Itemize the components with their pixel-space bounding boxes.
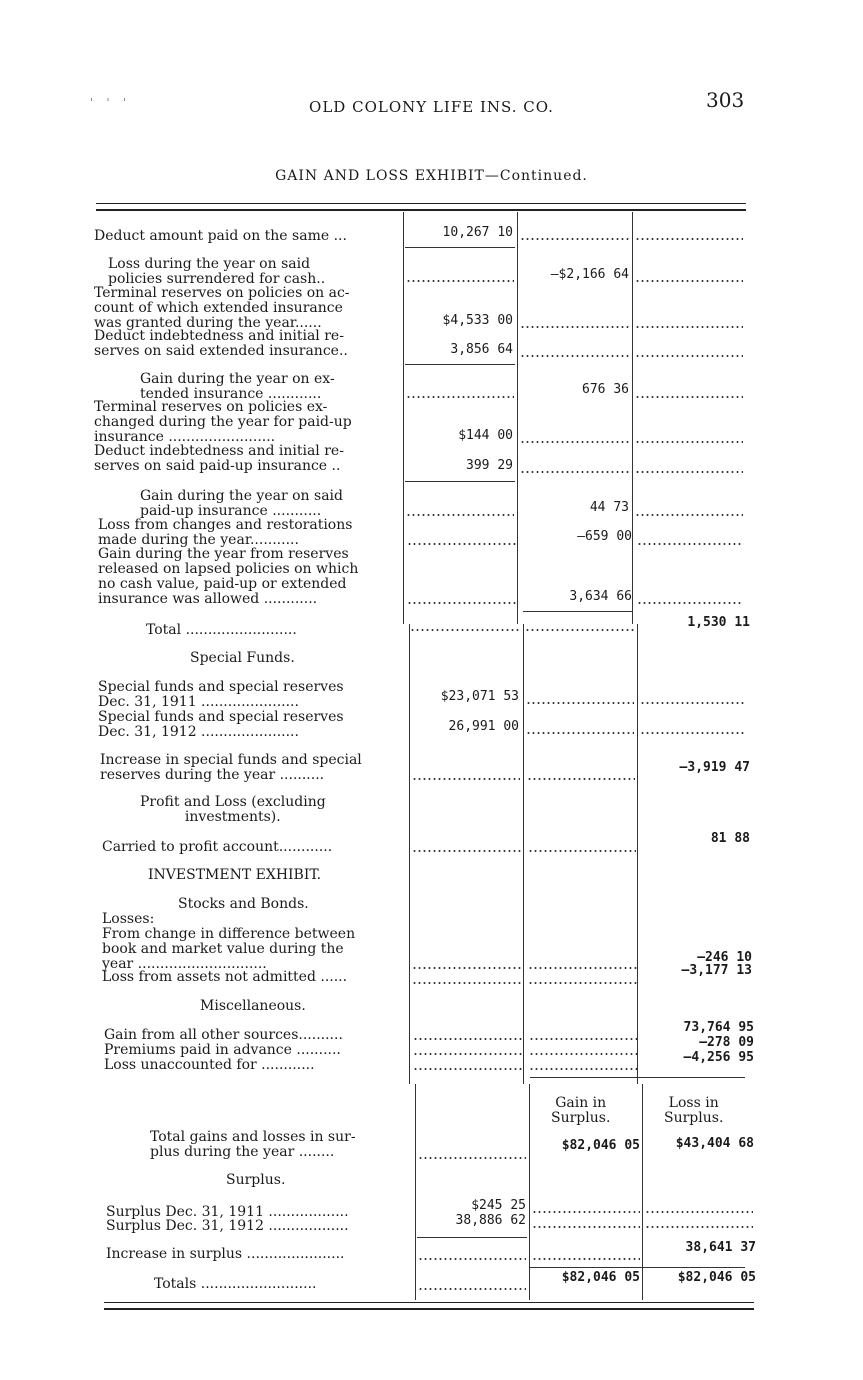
row-value-col1: 3,856 64 [450, 342, 513, 357]
bottom-rule [104, 1302, 754, 1303]
leader-dots [528, 955, 638, 969]
row-value-col3: 38,641 37 [685, 1240, 756, 1255]
row-value-col3: $82,046 05 [677, 1270, 756, 1285]
row-label: Terminal reserves on policies on ac- count of which extended insurance was granted during the year...... [94, 285, 350, 331]
row-value-col2: $82,046 05 [561, 1270, 640, 1285]
row-value-col3: 81 88 [710, 831, 750, 846]
row-value-col1: $245 25 [471, 1198, 526, 1213]
leader-dots [635, 268, 743, 282]
column-divider-1c [415, 1084, 416, 1300]
row-value-col1: $23,071 53 [440, 689, 519, 704]
subtotal-line [530, 1077, 745, 1078]
leader-dots [520, 459, 630, 473]
row-label: Totals .......................... [154, 1276, 317, 1292]
subtotal-line [405, 481, 515, 482]
leader-dots [635, 343, 743, 357]
subtotal-line [530, 1267, 745, 1268]
subtotal-line [523, 611, 633, 612]
column-divider-2 [517, 212, 518, 624]
leader-dots [520, 314, 630, 328]
section-heading: INVESTMENT EXHIBIT. [148, 867, 322, 883]
subtotal-line [405, 364, 515, 365]
row-label: Special funds and special reserves Dec. 31, 1911 ...................... [98, 679, 344, 710]
column-divider-1b [409, 624, 410, 1084]
leader-dots [413, 1026, 523, 1040]
row-label: Losses: From change in difference between book and market value during the year ............................. [102, 911, 356, 972]
page-header-title: OLD COLONY LIFE INS. CO. [309, 98, 554, 116]
leader-dots [528, 838, 636, 852]
subtotal-line [405, 247, 515, 248]
row-label: Deduct indebtedness and initial re- serves on said extended insurance.. [94, 328, 348, 359]
row-label: Increase in surplus ...................... [106, 1246, 345, 1262]
loss-in-surplus-header: Loss in Surplus. [664, 1095, 724, 1126]
row-label: Loss from changes and restorations made during the year........... [98, 517, 353, 548]
section-heading: Stocks and Bonds. [178, 896, 309, 912]
row-label: Surplus Dec. 31, 1912 .................. [106, 1218, 349, 1234]
leader-dots [529, 1056, 639, 1070]
row-value-col1: 10,267 10 [442, 225, 513, 240]
leader-dots [520, 343, 630, 357]
leader-dots [532, 1199, 640, 1213]
column-divider-3b [637, 624, 638, 1084]
leader-dots [640, 720, 746, 734]
leader-dots [637, 590, 743, 604]
row-label: Loss during the year on said policies surrendered for cash.. [108, 256, 326, 287]
leader-dots [412, 955, 522, 969]
row-label: Deduct indebtedness and initial re- serves on said paid-up insurance .. [94, 443, 344, 474]
section-heading: Special Funds. [190, 650, 295, 666]
row-value-col3: $43,404 68 [675, 1136, 754, 1151]
leader-dots [532, 1214, 640, 1228]
row-label: Gain during the year on said paid-up insurance ........... [140, 488, 343, 519]
subtotal-line [417, 1237, 527, 1238]
row-value-col2: —659 00 [577, 529, 632, 544]
row-value-col1: 399 29 [466, 458, 513, 473]
row-value-col2: —$2,166 64 [550, 267, 629, 282]
row-value-col3: 73,764 95 [683, 1020, 754, 1035]
row-value-col3: —246 10 [697, 950, 752, 965]
leader-dots [635, 502, 743, 516]
leader-dots [407, 531, 517, 545]
row-label: Premiums paid in advance .......... [104, 1042, 341, 1058]
section-heading: Profit and Loss (excluding investments). [140, 794, 326, 825]
leader-dots [529, 1026, 639, 1040]
row-label: Gain from all other sources.......... [104, 1027, 343, 1043]
leader-dots [532, 1246, 640, 1260]
row-label: Gain during the year from reserves released on lapsed policies on which no cash value, paid-up or extended insurance was allowed ............ [98, 546, 359, 607]
leader-dots [529, 1041, 639, 1055]
row-value-col3: —3,919 47 [679, 760, 750, 775]
row-value-col1: 38,886 62 [455, 1213, 526, 1228]
margin-ticks: ' ' ' [90, 96, 132, 109]
leader-dots [413, 1056, 523, 1070]
row-label: Increase in special funds and special reserves during the year .......... [100, 752, 362, 783]
column-divider-3 [632, 212, 633, 624]
leader-dots [645, 1214, 753, 1228]
page-number: 303 [706, 88, 745, 112]
leader-dots [527, 766, 635, 780]
leader-dots [635, 226, 743, 240]
row-value-col2: 44 73 [589, 500, 629, 515]
leader-dots [525, 617, 635, 631]
leader-dots [418, 1276, 526, 1290]
leader-dots [412, 970, 522, 984]
leader-dots [526, 690, 634, 704]
top-rule-2 [96, 209, 746, 211]
row-value-col3: 1,530 11 [687, 615, 750, 630]
leader-dots [406, 502, 514, 516]
leader-dots [412, 838, 522, 852]
row-label: Loss from assets not admitted ...... [102, 969, 348, 985]
leader-dots [635, 429, 743, 443]
row-label: Loss unaccounted for ............ [104, 1057, 315, 1073]
leader-dots [635, 314, 743, 328]
column-divider-1 [403, 212, 404, 624]
exhibit-subtitle: GAIN AND LOSS EXHIBIT—Continued. [275, 168, 588, 184]
row-label: Carried to profit account............ [102, 839, 333, 855]
row-value-col2: 3,634 66 [569, 589, 632, 604]
leader-dots [407, 590, 517, 604]
row-label: Gain during the year on ex- tended insurance ............ [140, 371, 335, 402]
leader-dots [418, 1246, 526, 1260]
row-label: Special funds and special reserves Dec. 31, 1912 ...................... [98, 709, 344, 740]
leader-dots [412, 766, 520, 780]
leader-dots [637, 531, 743, 545]
leader-dots [406, 268, 514, 282]
leader-dots [645, 1199, 753, 1213]
row-value-col1: 26,991 00 [448, 719, 519, 734]
row-label: Total gains and losses in sur- plus during the year ........ [150, 1129, 356, 1160]
leader-dots [406, 384, 514, 398]
row-value-col1: $144 00 [458, 428, 513, 443]
leader-dots [520, 226, 630, 240]
bottom-rule-2 [104, 1308, 754, 1310]
leader-dots [413, 1041, 523, 1055]
section-heading: Miscellaneous. [200, 998, 306, 1014]
row-label: Surplus Dec. 31, 1911 .................. [106, 1204, 349, 1220]
row-label: Terminal reserves on policies ex- changed during the year for paid-up insurance ........................ [94, 399, 352, 445]
leader-dots [526, 720, 634, 734]
row-value-col1: $4,533 00 [442, 313, 513, 328]
leader-dots [635, 384, 743, 398]
leader-dots [640, 690, 746, 704]
row-value-col2: $82,046 05 [561, 1138, 640, 1153]
leader-dots [410, 617, 520, 631]
row-value-col3: —3,177 13 [681, 963, 752, 978]
section-heading: Surplus. [226, 1172, 286, 1188]
row-value-col2: 676 36 [582, 382, 629, 397]
leader-dots [520, 429, 630, 443]
gain-in-surplus-header: Gain in Surplus. [551, 1095, 611, 1126]
top-rule [96, 203, 746, 204]
row-label: Total ......................... [146, 622, 297, 638]
column-divider-2b [523, 624, 524, 1084]
row-label: Deduct amount paid on the same ... [94, 228, 347, 244]
leader-dots [418, 1145, 526, 1159]
row-value-col3: —4,256 95 [683, 1050, 754, 1065]
row-value-col3: —278 09 [699, 1035, 754, 1050]
leader-dots [528, 970, 638, 984]
leader-dots [635, 459, 743, 473]
